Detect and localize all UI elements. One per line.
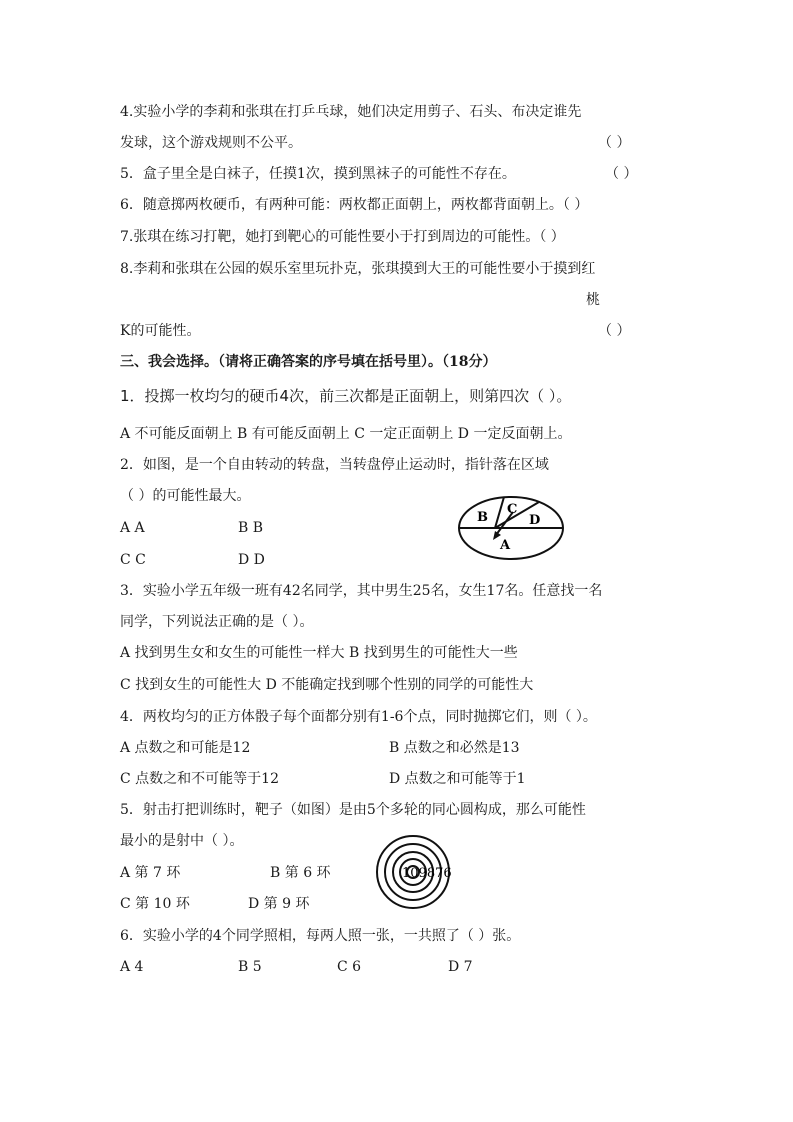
judge-q6: 6．随意掷两枚硬币，有两种可能：两枚都正面朝上，两枚都背面朝上。（ ） (120, 197, 589, 213)
choice-q5-option-b[interactable]: B 第 6 环 (270, 865, 331, 881)
judge-q8-line1: 8.李莉和张琪在公园的娱乐室里玩扑克，张琪摸到大王的可能性要小于摸到红 (120, 261, 596, 277)
choice-q2-line2: （ ）的可能性最大。 (120, 488, 251, 504)
judge-q8-line3: K的可能性。 (120, 323, 201, 339)
judge-q7: 7.张琪在练习打靶，她打到靶心的可能性要小于打到周边的可能性。（ ） (120, 229, 565, 245)
choice-q6: 6．实验小学的4个同学照相，每两人照一张，一共照了（ ）张。 (120, 928, 521, 944)
judge-q5-paren[interactable]: （ ） (605, 166, 638, 182)
spinner-label-a: A (500, 538, 511, 553)
judge-q8-paren[interactable]: （ ） (598, 323, 631, 339)
choice-q3-line2: 同学，下列说法正确的是（ ）。 (120, 614, 314, 630)
choice-q3-options-cd[interactable]: C 找到女生的可能性大 D 不能确定找到哪个性别的同学的可能性大 (120, 677, 534, 693)
choice-q2-option-c[interactable]: C C (120, 552, 146, 568)
choice-q6-option-c[interactable]: C 6 (337, 959, 362, 975)
choice-q1: 1．投掷一枚均匀的硬币4次，前三次都是正面朝上，则第四次（ ）。 (120, 387, 572, 405)
choice-q4-option-d[interactable]: D 点数之和可能等于1 (389, 771, 526, 787)
choice-q3-line1: 3．实验小学五年级一班有42名同学，其中男生25名，女生17名。任意找一名 (120, 583, 603, 599)
choice-q2-option-d[interactable]: D D (238, 552, 265, 568)
choice-q5-option-c[interactable]: C 第 10 环 (120, 896, 190, 912)
choice-q2-option-b[interactable]: B B (238, 520, 264, 536)
spinner-label-c: C (507, 502, 518, 517)
choice-q2-line1: 2．如图，是一个自由转动的转盘，当转盘停止运动时，指针落在区域 (120, 457, 549, 473)
choice-q5-option-a[interactable]: A 第 7 环 (120, 865, 181, 881)
choice-q4-option-c[interactable]: C 点数之和不可能等于12 (120, 771, 279, 787)
choice-q4: 4．两枚均匀的正方体骰子每个面都分别有1-6个点，同时抛掷它们，则（ ）。 (120, 709, 597, 725)
judge-q4-line2: 发球，这个游戏规则不公平。 (120, 135, 302, 151)
judge-q8-line2: 桃 (586, 292, 600, 308)
target-diagram (372, 833, 456, 911)
choice-q5-line2: 最小的是射中（ ）。 (120, 833, 244, 849)
choice-q1-options: A 不可能反面朝上 B 有可能反面朝上 C 一定正面朝上 D 一定反面朝上。 (120, 426, 572, 442)
choice-q4-option-b[interactable]: B 点数之和必然是13 (389, 740, 520, 756)
choice-q4-option-a[interactable]: A 点数之和可能是12 (120, 740, 251, 756)
spinner-label-d: D (529, 513, 541, 528)
choice-q6-option-a[interactable]: A 4 (120, 959, 144, 975)
choice-q6-option-d[interactable]: D 7 (448, 959, 473, 975)
choice-q6-option-b[interactable]: B 5 (238, 959, 262, 975)
judge-q5: 5．盒子里全是白袜子，任摸1次，摸到黑袜子的可能性不存在。 (120, 166, 516, 182)
judge-q4-line1: 4.实验小学的李莉和张琪在打乒乓球，她们决定用剪子、石头、布决定谁先 (120, 104, 582, 120)
spinner-label-b: B (477, 510, 488, 525)
spinner-diagram (455, 492, 567, 562)
target-numbers: 109876 (402, 866, 452, 881)
choice-q5-line1: 5．射击打把训练时，靶子（如图）是由5个多轮的同心圆构成，那么可能性 (120, 802, 586, 818)
choice-q5-option-d[interactable]: D 第 9 环 (248, 896, 310, 912)
choice-q2-option-a[interactable]: A A (120, 520, 145, 536)
judge-q4-paren[interactable]: （ ） (598, 135, 631, 151)
choice-q3-options-ab[interactable]: A 找到男生女和女生的可能性一样大 B 找到男生的可能性大一些 (120, 645, 518, 661)
section3-title: 三、我会选择。（请将正确答案的序号填在括号里）。（18分） (120, 354, 497, 370)
